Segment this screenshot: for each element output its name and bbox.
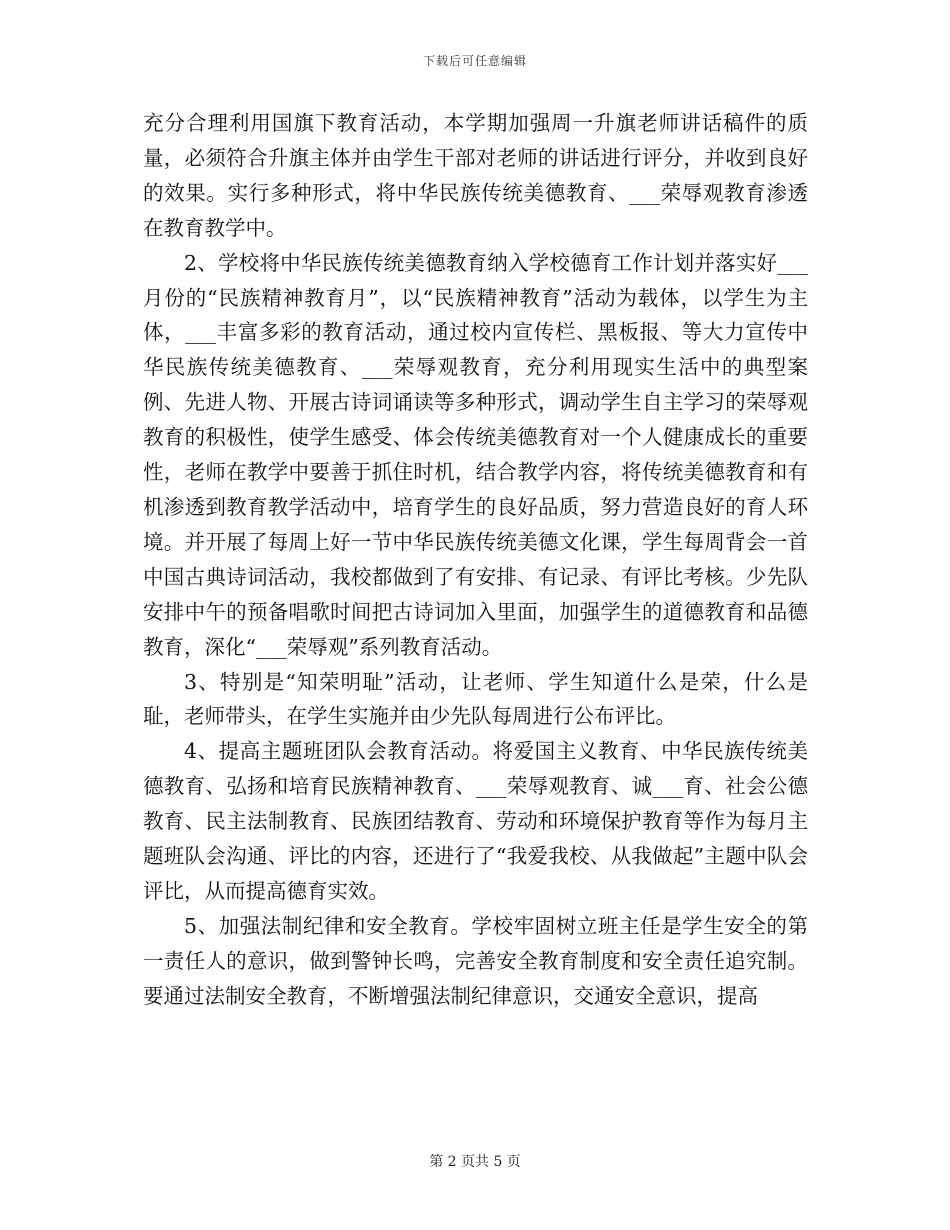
document-body (143, 106, 808, 1014)
paragraph-5: 5、加强法制纪律和安全教育。学校牢固树立班主任是学生安全的第一责任人的意识，做到警钟长鸣，完善安全教育制度和安全责任追究制。要通过法制安全教育，不断增强法制纪律意识，交通安全意识，提高 (143, 913, 808, 1008)
paragraph-2: 2、学校将中华民族传统美德教育纳入学校德育工作计划并落实好___月份的“民族精神教育月”，以“民族精神教育”活动为载体，以学生为主体，___丰富多彩的教育活动，通过校内宣传栏、黑板报、等大力宣传中华民族传统美德教育、___荣辱观教育，充分利用现实生活中的典型案例、先进人物、开展古诗词诵读等多种形式，调动学生自主学习的荣辱观教育的积极性，使学生感受、体会传统美德教育对一个人健康成长的重要性，老师在教学中要善于抓住时机，结合教学内容，将传统美德教育和有机渗透到教育教学活动中，培育学生的良好品质，努力营造良好的育人环境。并开展了每周上好一节中华民族传统美德文化课，学生每周背会一首中国古典诗词活动，我校都做到了有安排、有记录、有评比考核。少先队安排中午的预备唱歌时间把古诗词加入里面，加强学生的道德教育和品德教育，深化“___荣辱观”系列教育活动。 (143, 250, 808, 659)
page-footer: 第 2 页共 5 页 (429, 1154, 521, 1170)
paragraph-1: 充分合理利用国旗下教育活动，本学期加强周一升旗老师讲话稿件的质量，必须符合升旗主体并由学生干部对老师的讲话进行评分，并收到良好的效果。实行多种形式，将中华民族传统美德教育、___荣辱观教育渗透在教育教学中。 (143, 111, 808, 240)
page-header: 下载后可任意编辑 (422, 54, 527, 68)
paragraph-4: 4、提高主题班团队会教育活动。将爱国主义教育、中华民族传统美德教育、弘扬和培育民族精神教育、___荣辱观教育、诚___育、社会公德教育、民主法制教育、民族团结教育、劳动和环境保护教育等作为每月主题班队会沟通、评比的内容，还进行了“我爱我校、从我做起”主题中队会评比，从而提高德育实效。 (143, 739, 808, 903)
paragraph-3: 3、特别是“知荣明耻”活动，让老师、学生知道什么是荣，什么是耻，老师带头，在学生实施并由少先队每周进行公布评比。 (143, 669, 808, 729)
